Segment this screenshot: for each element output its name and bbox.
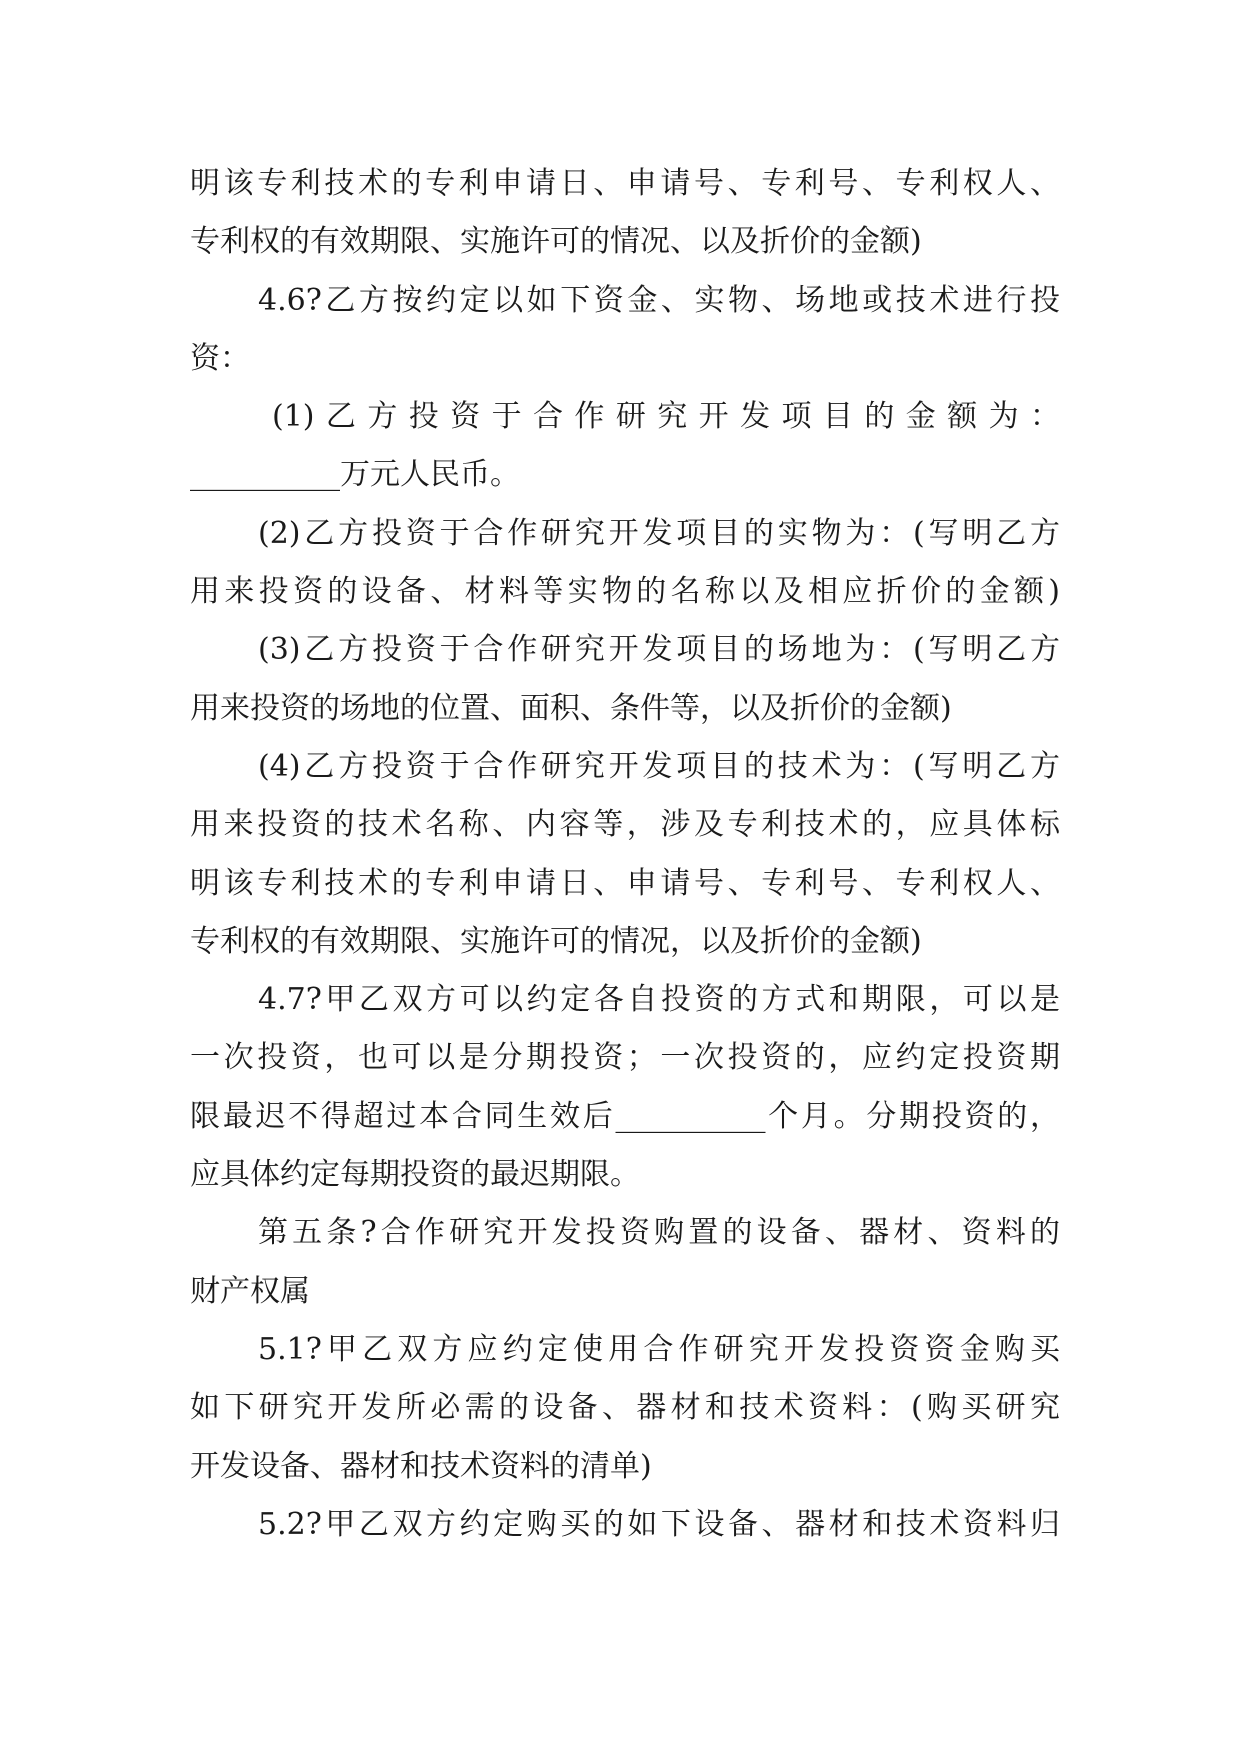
document-body	[190, 155, 1060, 1554]
text-line: 应具体约定每期投资的最迟期限。	[190, 1157, 640, 1193]
text-line: 5.1?甲乙双方应约定使用合作研究开发投资资金购买	[258, 1331, 1060, 1367]
text-line: (2)乙方投资于合作研究开发项目的实物为：(写明乙方	[258, 515, 1060, 551]
text-line: 明该专利技术的专利申请日、申请号、专利号、专利权人、	[190, 865, 1060, 901]
text-line: 用来投资的技术名称、内容等，涉及专利技术的，应具体标	[190, 807, 1060, 843]
text-line: 一次投资，也可以是分期投资；一次投资的，应约定投资期	[190, 1040, 1060, 1076]
text-line: 专利权的有效期限、实施许可的情况，以及折价的金额)	[190, 923, 922, 959]
text-line: 用来投资的设备、材料等实物的名称以及相应折价的金额)	[190, 574, 1060, 610]
text-line: 如下研究开发所必需的设备、器材和技术资料：(购买研究	[190, 1390, 1060, 1426]
text-line: 明该专利技术的专利申请日、申请号、专利号、专利权人、	[190, 166, 1060, 201]
text-line: 第五条?合作研究开发投资购置的设备、器材、资料的	[258, 1215, 1060, 1251]
text-line: (1)乙方投资于合作研究开发项目的金额为：	[272, 399, 1060, 435]
text-line: 限最迟不得超过本合同生效后__________个月。分期投资的，	[190, 1098, 1060, 1134]
text-line: 5.2?甲乙双方约定购买的如下设备、器材和技术资料归	[258, 1506, 1060, 1542]
text-line: 4.7?甲乙双方可以约定各自投资的方式和期限，可以是	[258, 982, 1060, 1018]
text-line: 开发设备、器材和技术资料的清单)	[190, 1448, 652, 1484]
text-line: (3)乙方投资于合作研究开发项目的场地为：(写明乙方	[258, 632, 1060, 668]
text-line: __________万元人民币。	[190, 457, 520, 493]
text-line: 资：	[190, 340, 250, 376]
text-line: 4.6?乙方按约定以如下资金、实物、场地或技术进行投	[258, 282, 1060, 318]
text-line: (4)乙方投资于合作研究开发项目的技术为：(写明乙方	[258, 748, 1060, 784]
text-line: 用来投资的场地的位置、面积、条件等，以及折价的金额)	[190, 690, 952, 726]
text-line: 财产权属	[190, 1273, 310, 1309]
text-line: 专利权的有效期限、实施许可的情况、以及折价的金额)	[190, 224, 922, 260]
